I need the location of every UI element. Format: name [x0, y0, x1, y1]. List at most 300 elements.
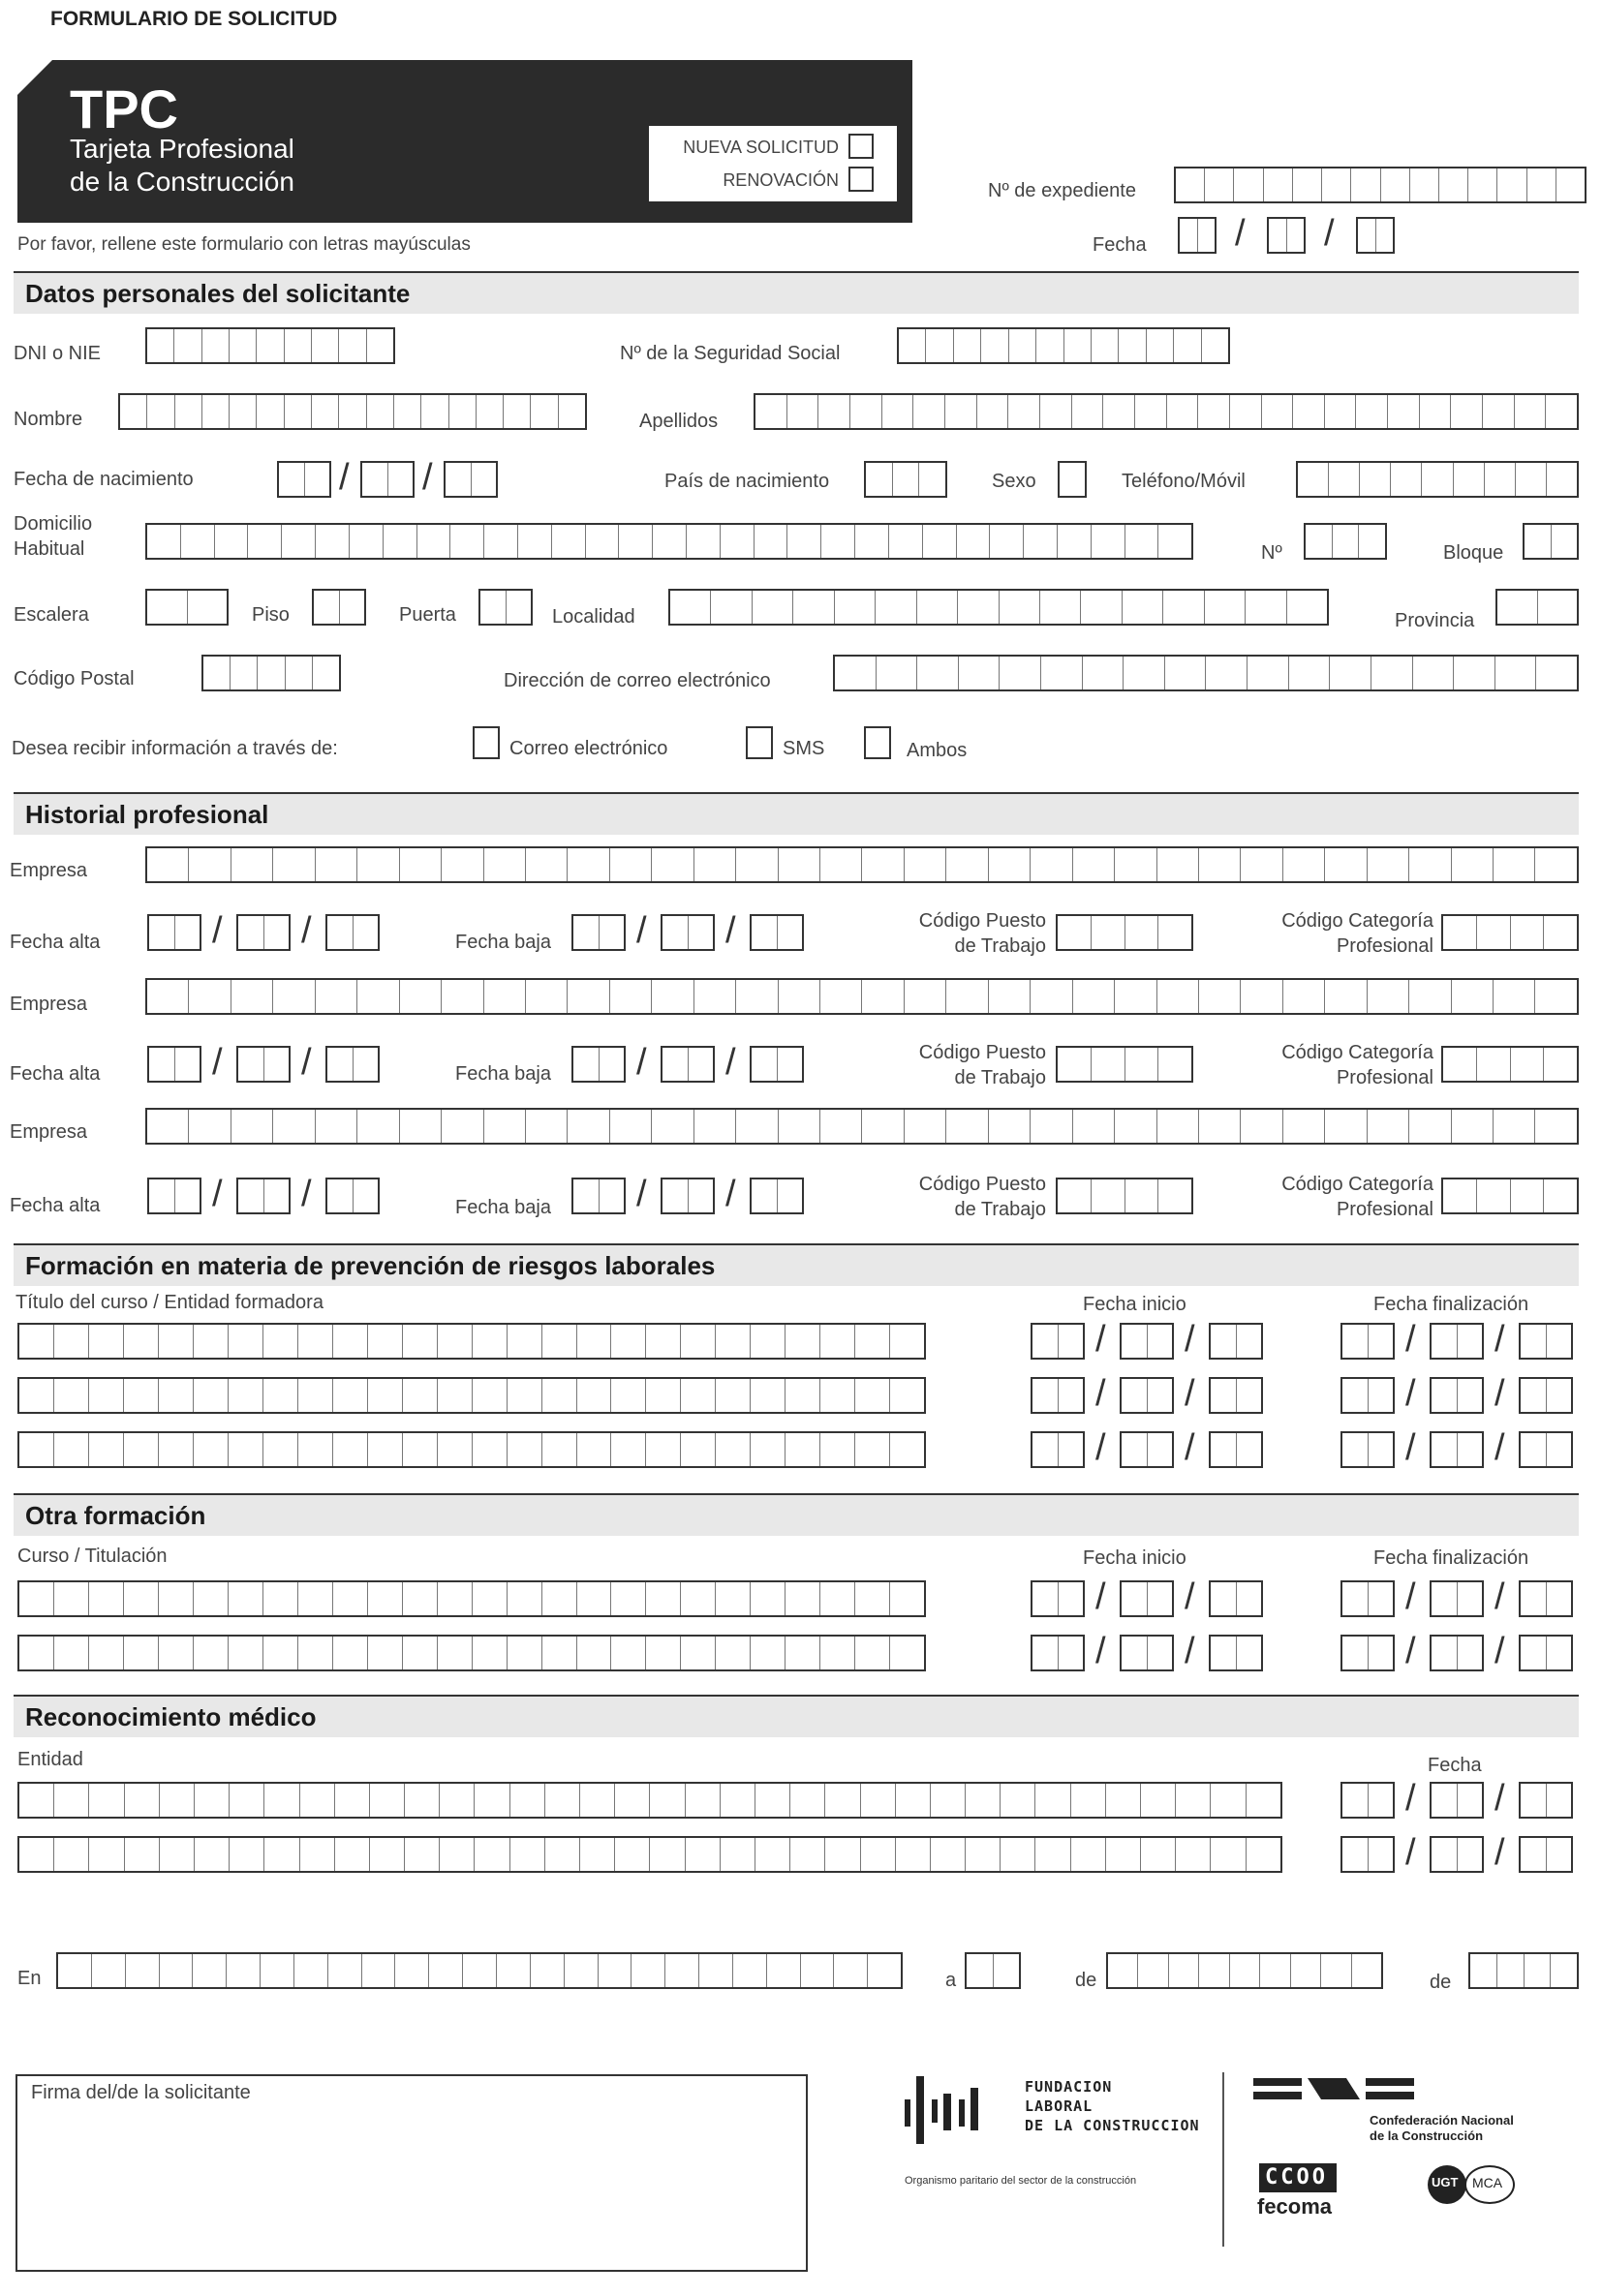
- domicilio-field[interactable]: [145, 523, 1193, 560]
- char-cell[interactable]: [855, 1433, 890, 1466]
- char-cell[interactable]: [160, 1784, 195, 1817]
- char-cell[interactable]: [147, 1110, 189, 1143]
- day-box[interactable]: [147, 914, 201, 951]
- char-cell[interactable]: [1368, 980, 1409, 1013]
- char-cell[interactable]: [652, 1110, 693, 1143]
- char-cell[interactable]: [1148, 1379, 1173, 1412]
- char-cell[interactable]: [1342, 1325, 1369, 1358]
- char-cell[interactable]: [1289, 657, 1331, 689]
- dni-field[interactable]: [145, 327, 395, 364]
- char-cell[interactable]: [194, 1379, 229, 1412]
- char-cell[interactable]: [484, 525, 518, 558]
- char-cell[interactable]: [1115, 980, 1156, 1013]
- char-cell[interactable]: [1199, 1110, 1241, 1143]
- char-cell[interactable]: [1409, 848, 1451, 881]
- char-cell[interactable]: [473, 1582, 508, 1615]
- char-cell[interactable]: [1158, 916, 1191, 949]
- char-cell[interactable]: [1283, 848, 1325, 881]
- opt-sms-checkbox[interactable]: [746, 726, 773, 759]
- localidad-field[interactable]: [668, 589, 1329, 626]
- char-cell[interactable]: [89, 1582, 124, 1615]
- char-cell[interactable]: [147, 329, 174, 362]
- char-cell[interactable]: [1525, 1954, 1552, 1987]
- piso-field[interactable]: [312, 589, 366, 626]
- char-cell[interactable]: [694, 1110, 736, 1143]
- char-cell[interactable]: [577, 1637, 612, 1669]
- char-cell[interactable]: [681, 1433, 716, 1466]
- char-cell[interactable]: [1032, 1433, 1059, 1466]
- char-cell[interactable]: [160, 1954, 194, 1987]
- year-box[interactable]: [444, 461, 498, 498]
- char-cell[interactable]: [890, 1637, 924, 1669]
- char-cell[interactable]: [931, 1784, 966, 1817]
- char-cell[interactable]: [1511, 1179, 1545, 1212]
- char-cell[interactable]: [694, 848, 736, 881]
- char-cell[interactable]: [339, 329, 366, 362]
- year-box[interactable]: [1209, 1580, 1263, 1617]
- char-cell[interactable]: [896, 1784, 931, 1817]
- char-cell[interactable]: [1083, 657, 1124, 689]
- curso-field[interactable]: [17, 1377, 926, 1414]
- month-box[interactable]: [1120, 1431, 1174, 1468]
- char-cell[interactable]: [229, 1433, 263, 1466]
- char-cell[interactable]: [229, 1637, 263, 1669]
- char-cell[interactable]: [786, 1379, 820, 1412]
- char-cell[interactable]: [1544, 1048, 1577, 1081]
- year-box[interactable]: [1519, 1782, 1573, 1819]
- char-cell[interactable]: [778, 1179, 803, 1212]
- char-cell[interactable]: [175, 395, 202, 428]
- char-cell[interactable]: [429, 1954, 463, 1987]
- char-cell[interactable]: [1230, 1954, 1260, 1987]
- empresa-field[interactable]: [145, 1108, 1579, 1145]
- char-cell[interactable]: [298, 1582, 333, 1615]
- char-cell[interactable]: [1497, 591, 1538, 624]
- day-box[interactable]: [1340, 1836, 1395, 1873]
- char-cell[interactable]: [835, 591, 876, 624]
- char-cell[interactable]: [1477, 1179, 1511, 1212]
- char-cell[interactable]: [542, 1433, 577, 1466]
- char-cell[interactable]: [646, 1582, 681, 1615]
- char-cell[interactable]: [1458, 1838, 1483, 1871]
- expediente-field[interactable]: [1174, 167, 1587, 203]
- day-box[interactable]: [1340, 1580, 1395, 1617]
- char-cell[interactable]: [958, 591, 999, 624]
- char-cell[interactable]: [1059, 1325, 1084, 1358]
- char-cell[interactable]: [689, 1048, 714, 1081]
- char-cell[interactable]: [125, 1784, 160, 1817]
- char-cell[interactable]: [736, 848, 778, 881]
- char-cell[interactable]: [480, 591, 507, 624]
- char-cell[interactable]: [1024, 525, 1058, 558]
- char-cell[interactable]: [1122, 1433, 1148, 1466]
- char-cell[interactable]: [652, 980, 693, 1013]
- day-box[interactable]: [1031, 1377, 1085, 1414]
- char-cell[interactable]: [1135, 395, 1167, 428]
- char-cell[interactable]: [1376, 219, 1394, 252]
- char-cell[interactable]: [619, 525, 653, 558]
- char-cell[interactable]: [231, 848, 273, 881]
- char-cell[interactable]: [755, 1838, 790, 1871]
- char-cell[interactable]: [312, 395, 339, 428]
- month-box[interactable]: [1120, 1323, 1174, 1360]
- char-cell[interactable]: [357, 1110, 399, 1143]
- char-cell[interactable]: [1071, 1838, 1106, 1871]
- char-cell[interactable]: [1371, 657, 1413, 689]
- char-cell[interactable]: [890, 1379, 924, 1412]
- char-cell[interactable]: [573, 1048, 600, 1081]
- curso-field[interactable]: [17, 1431, 926, 1468]
- char-cell[interactable]: [508, 1582, 542, 1615]
- char-cell[interactable]: [559, 395, 585, 428]
- char-cell[interactable]: [752, 1048, 778, 1081]
- char-cell[interactable]: [124, 1582, 159, 1615]
- char-cell[interactable]: [194, 1637, 229, 1669]
- day-box[interactable]: [1340, 1377, 1395, 1414]
- char-cell[interactable]: [368, 1433, 403, 1466]
- char-cell[interactable]: [905, 980, 946, 1013]
- char-cell[interactable]: [273, 980, 315, 1013]
- char-cell[interactable]: [994, 1954, 1020, 1987]
- char-cell[interactable]: [662, 916, 689, 949]
- char-cell[interactable]: [711, 591, 752, 624]
- char-cell[interactable]: [1205, 168, 1234, 201]
- char-cell[interactable]: [354, 1048, 379, 1081]
- char-cell[interactable]: [531, 395, 558, 428]
- char-cell[interactable]: [1351, 168, 1380, 201]
- char-cell[interactable]: [1352, 1954, 1381, 1987]
- char-cell[interactable]: [793, 591, 834, 624]
- char-cell[interactable]: [1516, 463, 1547, 496]
- char-cell[interactable]: [1470, 1954, 1497, 1987]
- char-cell[interactable]: [855, 1582, 890, 1615]
- char-cell[interactable]: [1036, 329, 1063, 362]
- char-cell[interactable]: [1369, 1325, 1394, 1358]
- char-cell[interactable]: [890, 1582, 924, 1615]
- char-cell[interactable]: [686, 1838, 721, 1871]
- char-cell[interactable]: [370, 1838, 405, 1871]
- char-cell[interactable]: [1454, 657, 1495, 689]
- char-cell[interactable]: [1141, 1784, 1176, 1817]
- year-box[interactable]: [1209, 1323, 1263, 1360]
- char-cell[interactable]: [862, 1110, 904, 1143]
- char-cell[interactable]: [1119, 329, 1146, 362]
- day-box[interactable]: [147, 1046, 201, 1083]
- char-cell[interactable]: [440, 1784, 475, 1817]
- char-cell[interactable]: [989, 980, 1031, 1013]
- char-cell[interactable]: [400, 848, 442, 881]
- char-cell[interactable]: [1059, 1637, 1084, 1669]
- year-box[interactable]: [1209, 1635, 1263, 1671]
- char-cell[interactable]: [202, 395, 230, 428]
- apellidos-field[interactable]: [754, 393, 1579, 430]
- char-cell[interactable]: [314, 591, 340, 624]
- char-cell[interactable]: [1458, 1379, 1483, 1412]
- char-cell[interactable]: [1432, 1325, 1458, 1358]
- year-box[interactable]: [1519, 1836, 1573, 1873]
- char-cell[interactable]: [1432, 1784, 1458, 1817]
- char-cell[interactable]: [403, 1325, 438, 1358]
- month-box[interactable]: [1430, 1377, 1484, 1414]
- numero-field[interactable]: [1304, 523, 1387, 560]
- char-cell[interactable]: [1458, 1784, 1483, 1817]
- char-cell[interactable]: [175, 1179, 200, 1212]
- sexo-field[interactable]: [1058, 461, 1087, 498]
- char-cell[interactable]: [333, 1433, 368, 1466]
- char-cell[interactable]: [1432, 1637, 1458, 1669]
- char-cell[interactable]: [1009, 329, 1036, 362]
- char-cell[interactable]: [335, 1784, 370, 1817]
- char-cell[interactable]: [1483, 395, 1515, 428]
- char-cell[interactable]: [125, 1838, 160, 1871]
- char-cell[interactable]: [917, 591, 958, 624]
- char-cell[interactable]: [1544, 916, 1577, 949]
- day-box[interactable]: [1340, 1782, 1395, 1819]
- char-cell[interactable]: [446, 463, 472, 496]
- char-cell[interactable]: [967, 1954, 994, 1987]
- char-cell[interactable]: [1059, 1582, 1084, 1615]
- char-cell[interactable]: [1260, 1954, 1290, 1987]
- char-cell[interactable]: [1368, 848, 1409, 881]
- char-cell[interactable]: [876, 591, 916, 624]
- char-cell[interactable]: [362, 463, 388, 496]
- char-cell[interactable]: [1325, 395, 1357, 428]
- char-cell[interactable]: [19, 1325, 54, 1358]
- char-cell[interactable]: [339, 395, 366, 428]
- char-cell[interactable]: [263, 1433, 298, 1466]
- char-cell[interactable]: [350, 525, 384, 558]
- char-cell[interactable]: [327, 1179, 354, 1212]
- char-cell[interactable]: [946, 980, 988, 1013]
- char-cell[interactable]: [1287, 219, 1305, 252]
- char-cell[interactable]: [89, 1379, 124, 1412]
- char-cell[interactable]: [1199, 1954, 1229, 1987]
- char-cell[interactable]: [959, 657, 1001, 689]
- char-cell[interactable]: [1330, 657, 1371, 689]
- char-cell[interactable]: [1443, 1179, 1477, 1212]
- year-box[interactable]: [325, 1046, 380, 1083]
- char-cell[interactable]: [1342, 1838, 1369, 1871]
- char-cell[interactable]: [855, 1325, 890, 1358]
- char-cell[interactable]: [1241, 848, 1282, 881]
- char-cell[interactable]: [686, 1784, 721, 1817]
- char-cell[interactable]: [1001, 1838, 1035, 1871]
- char-cell[interactable]: [1432, 1838, 1458, 1871]
- char-cell[interactable]: [438, 1379, 473, 1412]
- char-cell[interactable]: [1158, 1048, 1191, 1081]
- char-cell[interactable]: [611, 1325, 646, 1358]
- char-cell[interactable]: [89, 1784, 124, 1817]
- year-box[interactable]: [1519, 1377, 1573, 1414]
- char-cell[interactable]: [1059, 1433, 1084, 1466]
- char-cell[interactable]: [1108, 1954, 1138, 1987]
- char-cell[interactable]: [1443, 1048, 1477, 1081]
- char-cell[interactable]: [1494, 980, 1535, 1013]
- day-box[interactable]: [147, 1178, 201, 1214]
- char-cell[interactable]: [1211, 1379, 1237, 1412]
- year-box[interactable]: [325, 914, 380, 951]
- char-cell[interactable]: [890, 1433, 924, 1466]
- char-cell[interactable]: [1547, 1433, 1572, 1466]
- char-cell[interactable]: [1369, 1379, 1394, 1412]
- char-cell[interactable]: [1452, 848, 1494, 881]
- char-cell[interactable]: [1298, 463, 1329, 496]
- char-cell[interactable]: [1360, 463, 1391, 496]
- char-cell[interactable]: [1369, 1637, 1394, 1669]
- char-cell[interactable]: [861, 1784, 896, 1817]
- char-cell[interactable]: [600, 1179, 625, 1212]
- char-cell[interactable]: [421, 395, 448, 428]
- char-cell[interactable]: [1124, 657, 1165, 689]
- char-cell[interactable]: [473, 1637, 508, 1669]
- char-cell[interactable]: [368, 1637, 403, 1669]
- char-cell[interactable]: [1443, 916, 1477, 949]
- char-cell[interactable]: [573, 1179, 600, 1212]
- month-box[interactable]: [1120, 1635, 1174, 1671]
- char-cell[interactable]: [238, 916, 264, 949]
- entidad-field[interactable]: [17, 1782, 1282, 1819]
- char-cell[interactable]: [1205, 591, 1246, 624]
- char-cell[interactable]: [1413, 657, 1455, 689]
- char-cell[interactable]: [473, 1379, 508, 1412]
- char-cell[interactable]: [147, 848, 189, 881]
- char-cell[interactable]: [149, 1179, 175, 1212]
- char-cell[interactable]: [526, 1110, 568, 1143]
- char-cell[interactable]: [1060, 463, 1085, 496]
- char-cell[interactable]: [721, 1838, 755, 1871]
- year-box[interactable]: [750, 1178, 804, 1214]
- char-cell[interactable]: [231, 657, 258, 689]
- char-cell[interactable]: [1000, 591, 1040, 624]
- char-cell[interactable]: [230, 1784, 264, 1817]
- char-cell[interactable]: [850, 395, 882, 428]
- char-cell[interactable]: [681, 1325, 716, 1358]
- char-cell[interactable]: [1452, 1110, 1494, 1143]
- char-cell[interactable]: [787, 395, 819, 428]
- char-cell[interactable]: [1527, 168, 1556, 201]
- opt-email-checkbox[interactable]: [473, 726, 500, 759]
- char-cell[interactable]: [1092, 1179, 1125, 1212]
- provincia-field[interactable]: [1495, 589, 1579, 626]
- char-cell[interactable]: [650, 1838, 685, 1871]
- char-cell[interactable]: [1432, 1379, 1458, 1412]
- char-cell[interactable]: [1125, 1048, 1159, 1081]
- month-box[interactable]: [661, 914, 715, 951]
- char-cell[interactable]: [405, 1838, 440, 1871]
- char-cell[interactable]: [670, 591, 711, 624]
- year-box[interactable]: [750, 914, 804, 951]
- char-cell[interactable]: [855, 525, 889, 558]
- char-cell[interactable]: [357, 848, 399, 881]
- char-cell[interactable]: [367, 329, 393, 362]
- char-cell[interactable]: [1000, 657, 1041, 689]
- char-cell[interactable]: [917, 657, 959, 689]
- char-cell[interactable]: [652, 848, 693, 881]
- escalera-field[interactable]: [145, 589, 229, 626]
- char-cell[interactable]: [966, 1784, 1001, 1817]
- char-cell[interactable]: [1293, 168, 1322, 201]
- char-cell[interactable]: [294, 1954, 328, 1987]
- char-cell[interactable]: [890, 1325, 924, 1358]
- char-cell[interactable]: [257, 395, 284, 428]
- char-cell[interactable]: [755, 1784, 790, 1817]
- char-cell[interactable]: [126, 1954, 160, 1987]
- char-cell[interactable]: [1525, 525, 1552, 558]
- char-cell[interactable]: [298, 1379, 333, 1412]
- char-cell[interactable]: [1494, 1110, 1535, 1143]
- char-cell[interactable]: [1202, 329, 1228, 362]
- char-cell[interactable]: [1325, 980, 1367, 1013]
- char-cell[interactable]: [263, 1379, 298, 1412]
- opt-ambos-checkbox[interactable]: [864, 726, 891, 759]
- char-cell[interactable]: [650, 1784, 685, 1817]
- lugar-field[interactable]: [56, 1952, 903, 1989]
- char-cell[interactable]: [893, 463, 920, 496]
- char-cell[interactable]: [825, 1838, 860, 1871]
- anio-field[interactable]: [1468, 1952, 1579, 1989]
- char-cell[interactable]: [1237, 1379, 1262, 1412]
- char-cell[interactable]: [1521, 1379, 1547, 1412]
- char-cell[interactable]: [1241, 980, 1282, 1013]
- char-cell[interactable]: [577, 1582, 612, 1615]
- char-cell[interactable]: [175, 1048, 200, 1081]
- char-cell[interactable]: [786, 1637, 820, 1669]
- char-cell[interactable]: [1306, 525, 1333, 558]
- char-cell[interactable]: [568, 980, 609, 1013]
- char-cell[interactable]: [1546, 395, 1577, 428]
- char-cell[interactable]: [1458, 1325, 1483, 1358]
- char-cell[interactable]: [195, 1838, 230, 1871]
- char-cell[interactable]: [542, 1325, 577, 1358]
- puesto-field[interactable]: [1056, 1046, 1193, 1083]
- char-cell[interactable]: [417, 525, 451, 558]
- cp-field[interactable]: [201, 655, 341, 691]
- char-cell[interactable]: [1511, 1048, 1545, 1081]
- char-cell[interactable]: [1141, 1838, 1176, 1871]
- char-cell[interactable]: [689, 1179, 714, 1212]
- char-cell[interactable]: [298, 1637, 333, 1669]
- curso-field[interactable]: [17, 1323, 926, 1360]
- char-cell[interactable]: [475, 1784, 509, 1817]
- char-cell[interactable]: [913, 395, 945, 428]
- char-cell[interactable]: [577, 1433, 612, 1466]
- char-cell[interactable]: [1535, 1110, 1576, 1143]
- char-cell[interactable]: [159, 1582, 194, 1615]
- char-cell[interactable]: [1058, 916, 1092, 949]
- char-cell[interactable]: [1521, 1325, 1547, 1358]
- char-cell[interactable]: [945, 395, 977, 428]
- char-cell[interactable]: [825, 1784, 860, 1817]
- char-cell[interactable]: [896, 1838, 931, 1871]
- char-cell[interactable]: [1342, 1379, 1369, 1412]
- char-cell[interactable]: [440, 1838, 475, 1871]
- month-box[interactable]: [1430, 1782, 1484, 1819]
- char-cell[interactable]: [405, 1784, 440, 1817]
- month-box[interactable]: [1267, 217, 1306, 254]
- puesto-field[interactable]: [1056, 914, 1193, 951]
- char-cell[interactable]: [577, 1379, 612, 1412]
- char-cell[interactable]: [273, 1110, 315, 1143]
- char-cell[interactable]: [89, 1325, 124, 1358]
- char-cell[interactable]: [1547, 1838, 1572, 1871]
- char-cell[interactable]: [194, 1325, 229, 1358]
- char-cell[interactable]: [333, 1637, 368, 1669]
- char-cell[interactable]: [600, 1048, 625, 1081]
- char-cell[interactable]: [716, 1325, 751, 1358]
- char-cell[interactable]: [19, 1637, 54, 1669]
- char-cell[interactable]: [1148, 1325, 1173, 1358]
- char-cell[interactable]: [1439, 168, 1468, 201]
